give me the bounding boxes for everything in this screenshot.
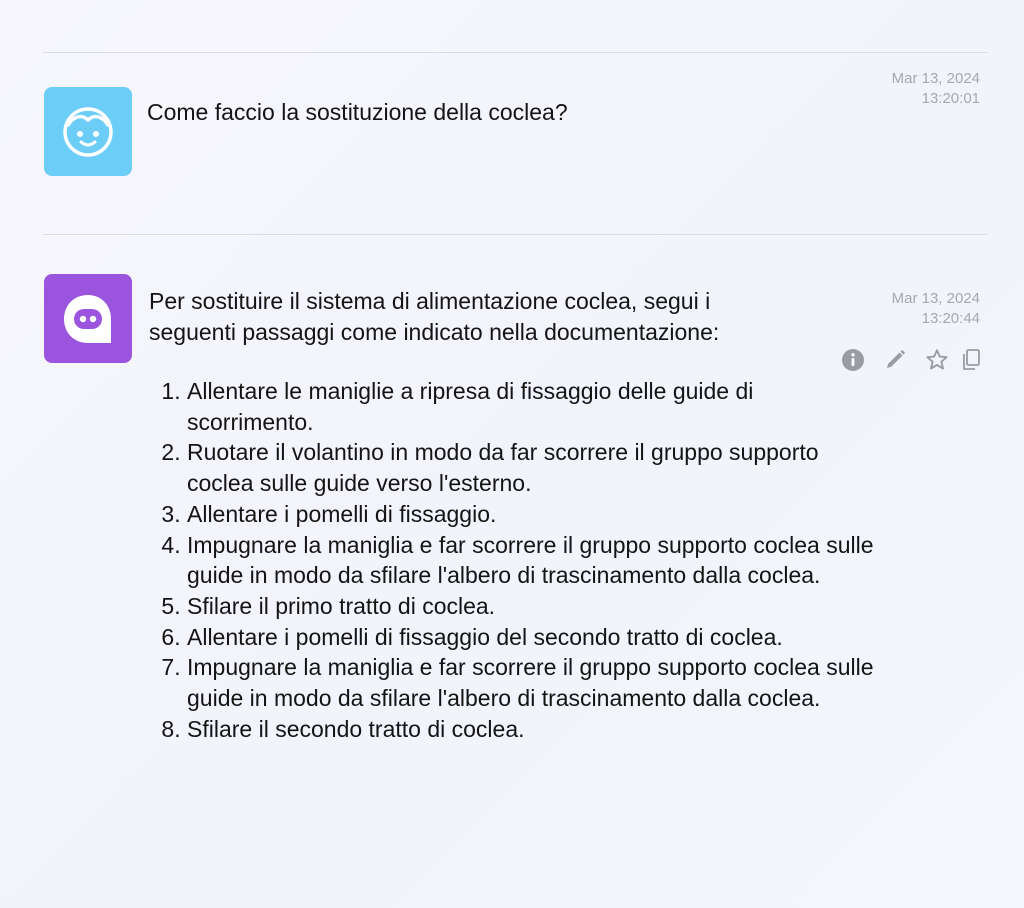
info-icon (841, 348, 865, 372)
step-item: 6. Allentare i pomelli di fissaggio del secondo tratto di coclea. (187, 622, 877, 653)
bot-avatar (44, 274, 132, 363)
steps-list (149, 376, 877, 744)
middle-divider (43, 234, 987, 235)
favorite-button[interactable] (924, 346, 950, 374)
step-item: 7. Impugnare la maniglia e far scorrere il gruppo supporto coclea sulle guide in modo da sfilare l'albero di trascinamento dalla coclea. (187, 652, 877, 713)
user-message-time: 13:20:01 (921, 90, 980, 107)
user-message-date: Mar 13, 2024 (891, 70, 980, 87)
info-button[interactable] (840, 346, 866, 374)
bot-intro-text (149, 286, 829, 348)
bot-message-time: 13:20:44 (921, 310, 980, 327)
message-actions (840, 346, 982, 374)
step-item: 1. Allentare le maniglie a ripresa di fissaggio delle guide di scorrimento. (187, 376, 877, 437)
step-item: 8. Sfilare il secondo tratto di coclea. (187, 714, 877, 745)
step-item: 2. Ruotare il volantino in modo da far scorrere il gruppo supporto coclea sulle guide verso l'esterno. (187, 437, 877, 498)
step-item: 3. Allentare i pomelli di fissaggio. (187, 499, 877, 530)
bot-intro-line: Per sostituire il sistema di alimentazione coclea, segui i (149, 288, 711, 314)
bot-message-timestamp (892, 289, 980, 329)
copy-icon (960, 348, 982, 372)
top-divider (43, 52, 987, 53)
step-item: 5. Sfilare il primo tratto di coclea. (187, 591, 877, 622)
pencil-icon (884, 349, 906, 371)
edit-button[interactable] (882, 346, 908, 374)
copy-button[interactable] (958, 346, 984, 374)
step-item: 4. Impugnare la maniglia e far scorrere il gruppo supporto coclea sulle guide in modo da sfilare l'albero di trascinamento dalla coclea. (187, 530, 877, 591)
bot-message-date: Mar 13, 2024 (891, 290, 980, 307)
user-message-text: Come faccio la sostituzione della coclea? (147, 99, 568, 125)
user-message-timestamp (892, 69, 980, 109)
chat-bubble-bot-icon (58, 289, 118, 349)
user-face-icon (60, 104, 116, 160)
bot-intro-line: seguenti passaggi come indicato nella documentazione: (149, 319, 720, 345)
star-icon (925, 348, 949, 372)
user-avatar (44, 87, 132, 176)
